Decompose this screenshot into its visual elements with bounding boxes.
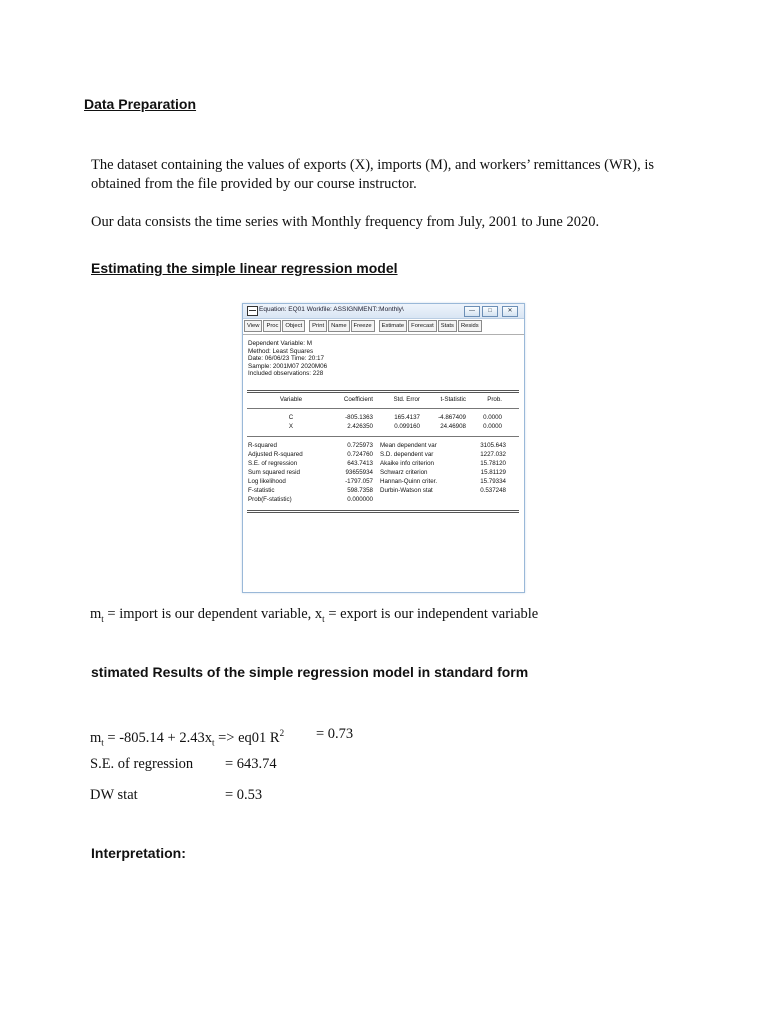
table-rule-stats [247,436,519,437]
maximize-icon[interactable]: □ [482,306,498,317]
eviews-equation-window: Equation: EQ01 Workfile: ASSIGNMENT::Monthly\ — □ ✕ View Proc Object Print Name Freeze Estimate Forecast Stats Resids Dependent Variable: M Method: Least Squares Date: 06/06/23 Time: 20:17 Sample: 2001M07 2020M06 Included observations: 228 Variable Coefficient Std. Error t-Statistic Prob. C -805.1363 165.4137 -4.867409 0.0000 X 2.426350 0.099160 24.46908 0.0000 R-squared 0.725973 Adjusted R-squared 0.724760 S.E. of regression 643.7413 Sum squared resid 93655934 Log likelihood -1797.057 F-statistic 598.7358 Prob(F-statistic) 0.000000 Mean dependent var 3105.643 S.D. dependent var 1227.032 Akaike info criterion 15.78120 Schwarz criterion 15.81129 Hannan-Quinn criter. 15.79334 Durbin-Watson stat 0.537248 [242,303,525,593]
col-header-variable: Variable [279,396,303,403]
heading-estimating: Estimating the simple linear regression model [91,260,398,276]
toolbar-view-button[interactable]: View [244,320,262,332]
header-line: Method: Least Squares [248,347,314,355]
table-rule-bottom [247,510,519,513]
window-titlebar[interactable] [243,304,524,319]
toolbar-estimate-button[interactable]: Estimate [379,320,408,332]
window-icon [247,306,258,316]
paragraph-dataset [91,156,711,194]
dw-stat-label: DW stat [90,787,138,803]
regression-equation: $m_t = -805.14 + 2.43x_t => eq01$ $R^2$ [90,728,285,748]
close-icon[interactable]: ✕ [502,306,518,317]
window-title: Equation: EQ01 Workfile: ASSIGNMENT::Monthly\ [259,306,404,313]
header-line: Included observations: 228 [248,370,324,378]
toolbar-object-button[interactable]: Object [282,320,305,332]
col-header-prob: Prob. [487,396,502,403]
estimation-header [243,335,524,378]
heading-data-preparation: Data Preparation [84,96,197,112]
table-rule-top [247,390,519,393]
eviews-toolbar [243,319,524,335]
heading-estimated-results: stimated Results of the simple regression model in standard form [91,664,529,680]
header-line: Sample: 2001M07 2020M06 [248,362,328,370]
toolbar-resids-button[interactable]: Resids [458,320,482,332]
toolbar-proc-button[interactable]: Proc [263,320,281,332]
se-regression-value: = 643.74 [225,756,277,772]
toolbar-freeze-button[interactable]: Freeze [351,320,375,332]
dw-stat-value: = 0.53 [225,787,263,803]
variables-definition: $m_t$ = import is our dependent variable, $x_t$ = export is our independent variable [90,606,539,624]
col-header-std-error: Std. Error [393,396,420,403]
toolbar-forecast-button[interactable]: Forecast [408,320,437,332]
header-line: Dependent Variable: M [248,340,312,347]
toolbar-print-button[interactable]: Print [309,320,327,332]
toolbar-name-button[interactable]: Name [328,320,349,332]
r-squared-value: = 0.73 [316,726,354,742]
toolbar-stats-button[interactable]: Stats [438,320,457,332]
col-header-coefficient: Coefficient [343,396,373,403]
minimize-icon[interactable]: — [464,306,480,317]
heading-interpretation: Interpretation: [91,845,186,861]
table-rule-mid [247,408,519,409]
paragraph-dataset-line1: The dataset containing the values of exports (X), imports (M), and workers’ remittances (WR), is [91,157,655,173]
paragraph-data-range: Our data consists the time series with Monthly frequency from July, 2001 to June 2020. [91,214,600,230]
header-line: Date: 06/06/23 Time: 20:17 [248,355,324,363]
col-header-t-statistic: t-Statistic [440,396,466,403]
paragraph-dataset-line2: obtained from the file provided by our course instructor. [91,176,417,192]
se-regression-label: S.E. of regression [90,756,194,772]
